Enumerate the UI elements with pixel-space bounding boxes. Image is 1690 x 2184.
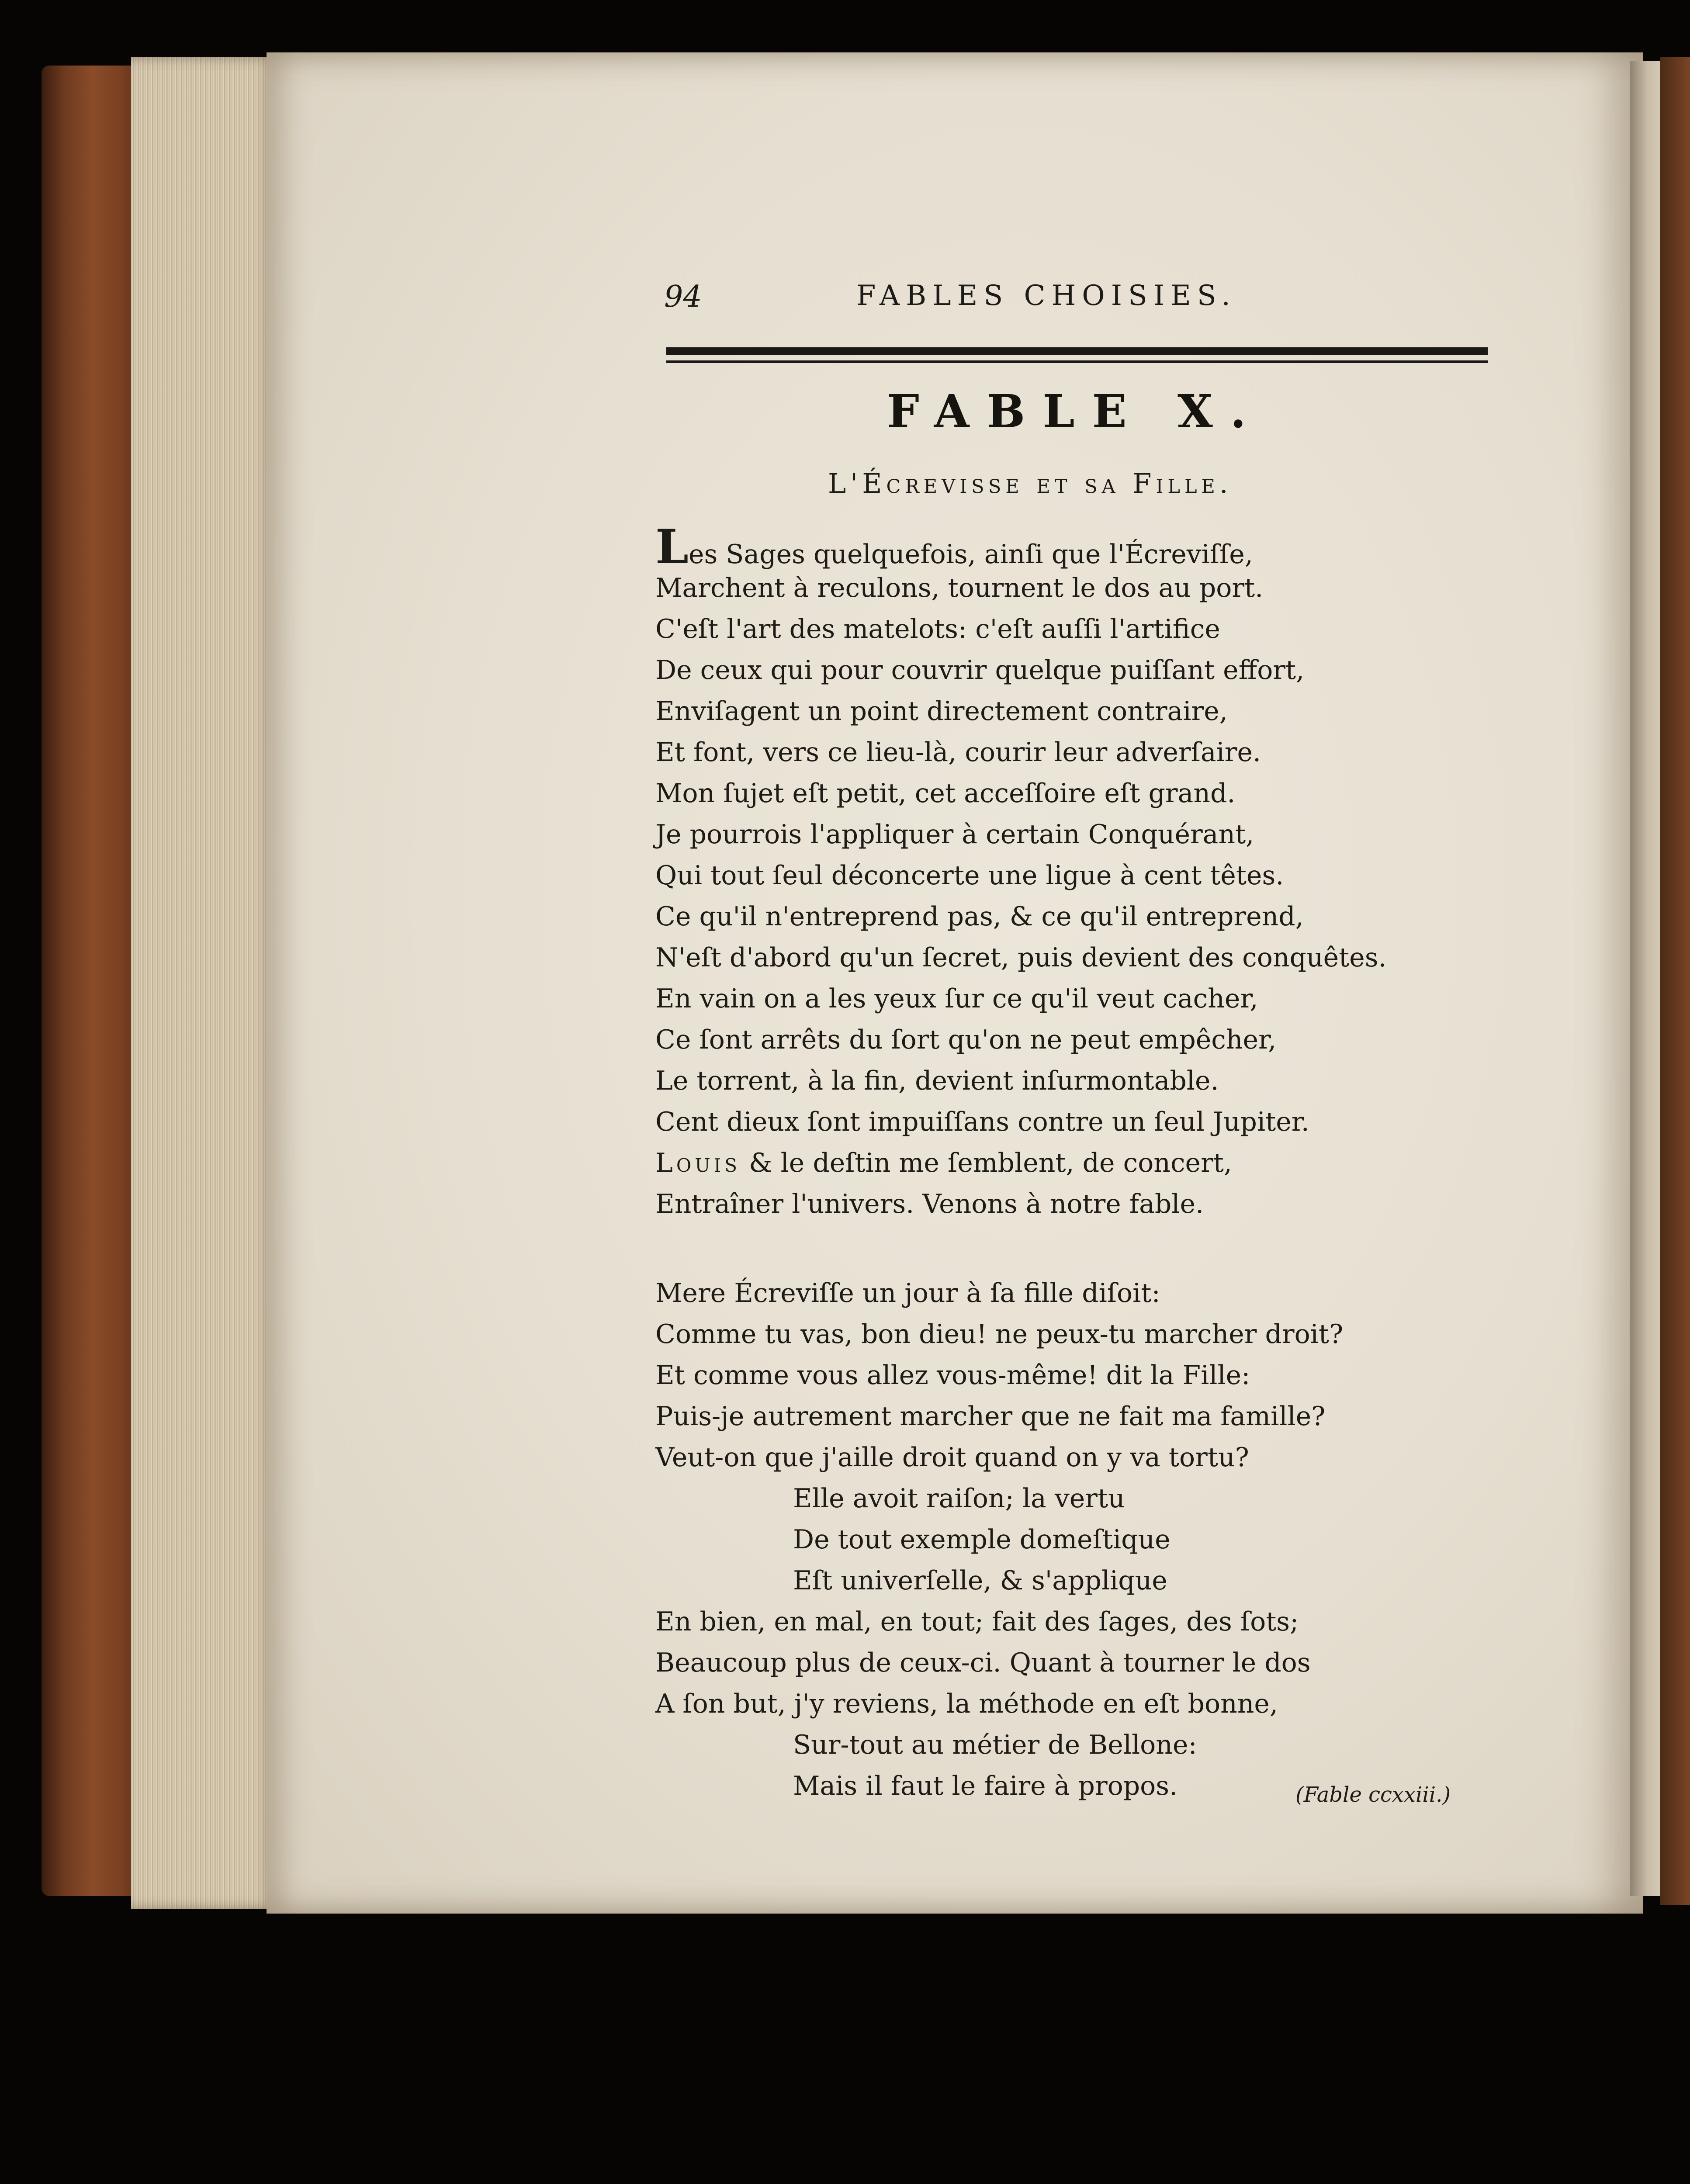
first-line-text: es Sages quelquefois, ainſi que l'Écreviſſe, xyxy=(688,539,1253,570)
stanza-gap xyxy=(655,1225,1387,1273)
poem-line: Et font, vers ce lieu-là, courir leur adverſaire. xyxy=(655,737,1261,768)
poem-line: A ſon but, j'y reviens, la méthode en eſt bonne, xyxy=(655,1689,1278,1719)
poem-line: Mon ſujet eſt petit, cet acceſſoire eſt grand. xyxy=(655,778,1236,809)
stanza-1 xyxy=(655,519,1387,575)
poem-line: Le torrent, à la fin, devient inſurmontable. xyxy=(655,1066,1219,1096)
poem-line-louis xyxy=(655,1142,1387,1184)
louis-name: Louis xyxy=(655,1148,741,1178)
poem-line: Et comme vous allez vous-même! dit la Fille: xyxy=(655,1360,1250,1391)
running-title: FABLES CHOISIES. xyxy=(856,280,1236,312)
page-number: 94 xyxy=(664,280,702,314)
poem-line: Qui tout ſeul déconcerte une ligue à cent têtes. xyxy=(655,860,1284,891)
poem-line: Marchent à reculons, tournent le dos au port. xyxy=(655,573,1264,603)
poem-line: Enviſagent un point directement contraire, xyxy=(655,696,1228,727)
poem-line: Elle avoit raiſon; la vertu xyxy=(793,1483,1125,1514)
header-rule xyxy=(666,347,1488,355)
poem-line: Ce qu'il n'entreprend pas, & ce qu'il entreprend, xyxy=(655,901,1304,932)
poem-line: Cent dieux ſont impuiſſans contre un ſeul Jupiter. xyxy=(655,1107,1309,1137)
fable-subtitle: L'Écrevisse et sa Fille. xyxy=(828,467,1233,499)
poem-line: En vain on a les yeux ſur ce qu'il veut cacher, xyxy=(655,983,1258,1014)
poem-line: Puis-je autrement marcher que ne fait ma famille? xyxy=(655,1401,1326,1432)
poem-line: De ceux qui pour couvrir quelque puiſſant effort, xyxy=(655,655,1305,685)
poem-line xyxy=(655,519,1387,575)
poem-line: N'eſt d'abord qu'un ſecret, puis devient des conquêtes. xyxy=(655,942,1387,973)
poem-line: Veut-on que j'aille droit quand on y va tortu? xyxy=(655,1442,1249,1473)
poem-line: Ce ſont arrêts du ſort qu'on ne peut empêcher, xyxy=(655,1025,1277,1055)
right-cover xyxy=(1660,57,1690,1905)
poem-line: Mere Écreviſſe un jour à ſa fille diſoit: xyxy=(655,1278,1160,1308)
poem-line: Beaucoup plus de ceux-ci. Quant à tourner le dos xyxy=(655,1648,1311,1678)
poem-line: Je pourrois l'appliquer à certain Conquérant, xyxy=(655,819,1254,850)
poem-line: De tout exemple domeſtique xyxy=(793,1524,1171,1555)
poem-line: Eſt univerſelle, & s'applique xyxy=(793,1565,1167,1596)
stanza-2 xyxy=(655,1273,1387,1807)
poem-line: En bien, en mal, en tout; fait des ſages, des ſots; xyxy=(655,1606,1299,1637)
fable-title: FABLE X. xyxy=(887,384,1264,438)
poem-line: Mais il faut le faire à propos. xyxy=(793,1771,1178,1801)
header-rule-thin xyxy=(666,360,1488,363)
drop-cap: L xyxy=(655,519,689,575)
louis-line-text: & le deſtin me ſemblent, de concert, xyxy=(741,1148,1232,1178)
poem-line: C'eſt l'art des matelots: c'eſt auſſi l'artifice xyxy=(655,614,1220,644)
fable-attribution: (Fable ccxxiii.) xyxy=(1295,1783,1451,1807)
poem-line: Comme tu vas, bon dieu! ne peux-tu marcher droit? xyxy=(655,1319,1344,1350)
page-edges xyxy=(131,57,280,1909)
stanza-1-lines xyxy=(655,568,1387,1142)
poem-line: Entraîner l'univers. Venons à notre fable. xyxy=(655,1189,1204,1219)
poem xyxy=(655,519,1387,1807)
poem-line: Sur-tout au métier de Bellone: xyxy=(793,1730,1197,1760)
